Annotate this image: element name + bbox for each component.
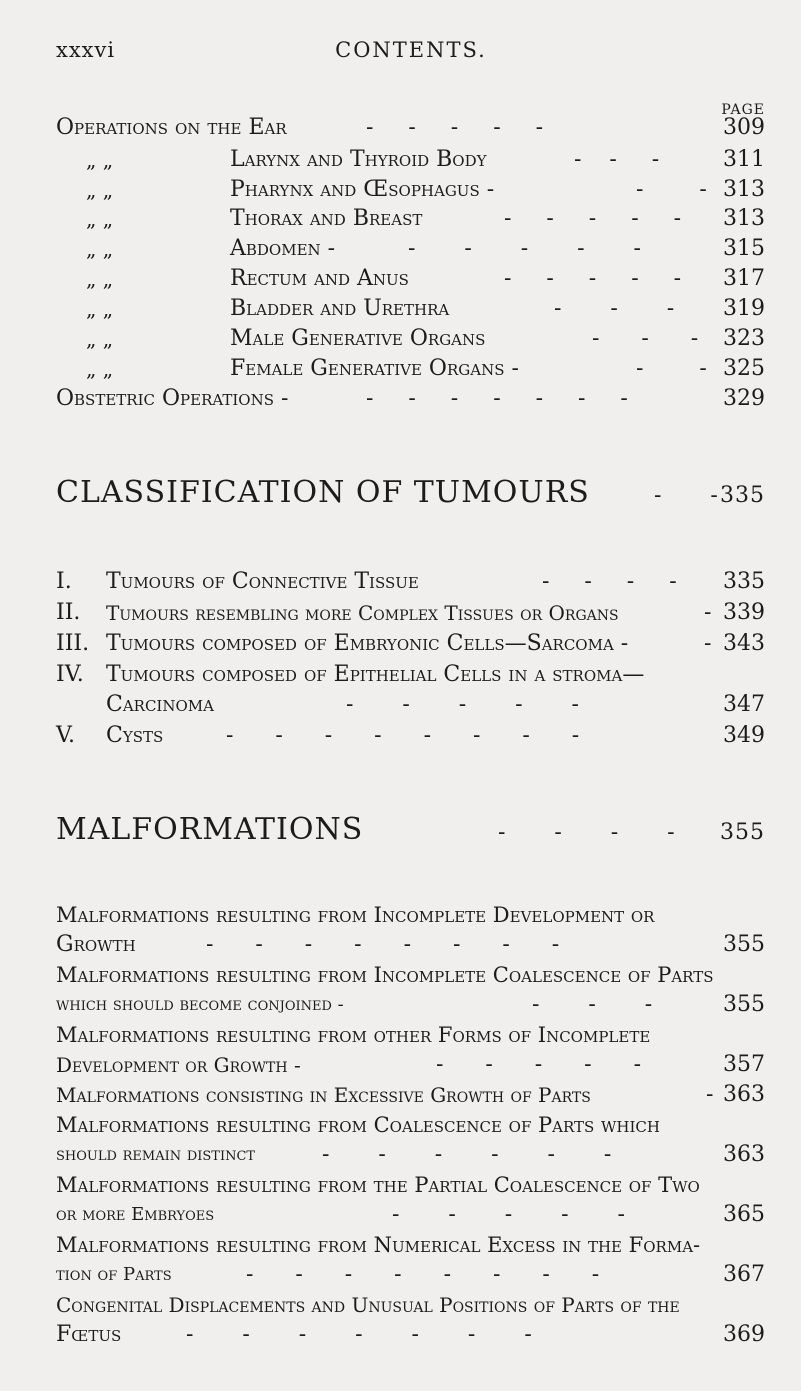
toc-entry-continued[interactable] xyxy=(56,691,765,719)
entry-label: which should become conjoined - xyxy=(56,994,344,1015)
ditto-marks: „ „ xyxy=(86,207,114,231)
page-number: xxxvi xyxy=(56,38,116,62)
section-title: MALFORMATIONS xyxy=(56,812,364,847)
leader-dots: - - - - xyxy=(542,569,677,594)
toc-entry[interactable] xyxy=(56,568,765,596)
entry-page: 313 xyxy=(723,206,765,231)
toc-entry[interactable] xyxy=(56,1111,765,1139)
entry-numeral: IV. xyxy=(56,662,84,687)
leader-dots: - - - - - - - - xyxy=(206,932,560,957)
entry-page: 309 xyxy=(723,115,765,140)
leader-dots: - xyxy=(706,1082,714,1107)
entry-label: Malformations resulting from the Partial Coalescence of Two xyxy=(56,1173,700,1197)
toc-entry-continued[interactable] xyxy=(56,991,765,1019)
entry-label: Rectum and Anus xyxy=(230,266,409,291)
entry-label: Larynx and Thyroid Body xyxy=(230,147,487,172)
entry-page: 363 xyxy=(723,1142,765,1167)
entry-label: Malformations resulting from other Forms of Incomplete xyxy=(56,1023,651,1047)
entry-numeral: V. xyxy=(56,723,76,748)
entry-label: Bladder and Urethra xyxy=(230,296,450,321)
leader-dots: - - - - - xyxy=(504,206,682,231)
leader-dots: - xyxy=(704,631,712,656)
entry-page: 323 xyxy=(723,326,765,351)
entry-page: 319 xyxy=(723,296,765,321)
leader-dots: - - - - - xyxy=(408,236,641,261)
toc-entry[interactable] xyxy=(56,235,765,263)
toc-entry-continued[interactable] xyxy=(56,1321,765,1349)
toc-entry[interactable] xyxy=(56,1021,765,1049)
toc-entry[interactable] xyxy=(56,1081,765,1109)
leader-dots: - - - - - xyxy=(346,692,579,717)
ditto-marks: „ „ xyxy=(86,357,114,381)
entry-label: tion of Parts xyxy=(56,1264,172,1285)
entry-label: Abdomen - xyxy=(230,236,336,261)
entry-page: 343 xyxy=(723,631,765,656)
toc-entry[interactable] xyxy=(56,661,765,689)
entry-page: 355 xyxy=(723,932,765,957)
entry-page: 313 xyxy=(723,177,765,202)
leader-dots: - xyxy=(704,600,712,625)
entry-label: Obstetric Operations - xyxy=(56,386,289,411)
entry-label: Tumours of Connective Tissue xyxy=(106,569,419,594)
toc-entry[interactable] xyxy=(56,265,765,293)
toc-entry[interactable] xyxy=(56,325,765,353)
leader-dots: - - - - - xyxy=(392,1202,625,1227)
entry-label: Malformations consisting in Excessive Growth of Parts xyxy=(56,1083,591,1107)
entry-label: Malformations resulting from Incomplete Development or xyxy=(56,903,655,927)
leader-dots: - - - - - - xyxy=(322,1142,612,1167)
leader-dots: - - xyxy=(636,356,707,381)
entry-label: Development or Growth - xyxy=(56,1053,301,1077)
toc-entry-continued[interactable] xyxy=(56,931,765,959)
toc-entry[interactable] xyxy=(56,295,765,323)
entry-page: 311 xyxy=(723,147,765,172)
entry-label: Thorax and Breast xyxy=(230,206,423,231)
section-page: 355 xyxy=(720,820,765,845)
entry-page: 339 xyxy=(723,600,765,625)
entry-label: Tumours composed of Epithelial Cells in a stroma— xyxy=(106,662,645,687)
leader-dots: - - - xyxy=(574,147,660,172)
entry-page: 335 xyxy=(723,569,765,594)
leader-dots: - - - xyxy=(592,326,699,351)
toc-entry[interactable] xyxy=(56,205,765,233)
entry-page: 349 xyxy=(723,723,765,748)
page-column-label: PAGE xyxy=(721,102,765,118)
ditto-marks: „ „ xyxy=(86,327,114,351)
entry-label: Female Generative Organs - xyxy=(230,356,519,381)
section-heading-malformations[interactable] xyxy=(56,812,765,852)
entry-label: Fœtus xyxy=(56,1322,122,1347)
leader-dots: - - xyxy=(636,177,707,202)
entry-numeral: II. xyxy=(56,600,81,625)
toc-entry[interactable] xyxy=(56,1231,765,1259)
section-heading-classification[interactable] xyxy=(56,475,765,515)
entry-page: 355 xyxy=(723,992,765,1017)
page-title: CONTENTS. xyxy=(335,38,487,62)
leader-dots: - - - - - xyxy=(366,115,544,140)
entry-label: Cysts xyxy=(106,723,164,748)
entry-label: Tumours resembling more Complex Tissues or Organs xyxy=(106,601,619,625)
leader-dots: - - - - - xyxy=(504,266,682,291)
entry-page: 329 xyxy=(723,386,765,411)
entry-label: Congenital Displacements and Unusual Positions of Parts of the xyxy=(56,1293,680,1317)
toc-entry[interactable] xyxy=(56,599,765,627)
entry-label: Operations on the Ear xyxy=(56,115,287,140)
leader-dots: - - - - - - - - xyxy=(246,1262,600,1287)
leader-dots: - - - - xyxy=(498,820,676,845)
entry-page: 363 xyxy=(723,1082,765,1107)
toc-entry-continued[interactable] xyxy=(56,1051,765,1079)
ditto-marks: „ „ xyxy=(86,178,114,202)
section-page: 335 xyxy=(720,483,765,508)
entry-numeral: I. xyxy=(56,569,72,594)
entry-label: Tumours composed of Embryonic Cells—Sarcoma - xyxy=(106,631,629,656)
entry-page: 367 xyxy=(723,1262,765,1287)
entry-label: Pharynx and Œsophagus - xyxy=(230,177,495,202)
toc-entry[interactable] xyxy=(56,1291,765,1319)
entry-label: Malformations resulting from Incomplete Coalescence of Parts xyxy=(56,963,714,987)
leader-dots: - - - xyxy=(554,296,675,321)
entry-page: 317 xyxy=(723,266,765,291)
entry-page: 315 xyxy=(723,236,765,261)
ditto-marks: „ „ xyxy=(86,297,114,321)
leader-dots: - - - - - - - xyxy=(366,386,628,411)
entry-page: 325 xyxy=(723,356,765,381)
entry-label: Malformations resulting from Numerical Excess in the Forma- xyxy=(56,1233,701,1257)
entry-page: 365 xyxy=(723,1202,765,1227)
toc-entry-continued[interactable] xyxy=(56,1261,765,1289)
leader-dots: - - xyxy=(654,483,719,508)
section-title: CLASSIFICATION OF TUMOURS xyxy=(56,475,590,510)
running-head xyxy=(56,38,766,78)
toc-entry[interactable] xyxy=(56,722,765,750)
toc-entry[interactable] xyxy=(56,355,765,383)
entry-label: Malformations resulting from Coalescence of Parts which xyxy=(56,1113,660,1137)
entry-label: Carcinoma xyxy=(106,692,214,717)
leader-dots: - - - xyxy=(532,992,653,1017)
toc-entry[interactable] xyxy=(56,901,765,929)
toc-entry[interactable] xyxy=(56,630,765,658)
entry-label: Growth xyxy=(56,932,136,957)
toc-entry[interactable] xyxy=(56,961,765,989)
entry-label: or more Embryoes xyxy=(56,1204,215,1225)
entry-page: 369 xyxy=(723,1322,765,1347)
entry-numeral: III. xyxy=(56,631,90,656)
toc-entry[interactable] xyxy=(56,114,765,142)
entry-page: 347 xyxy=(723,692,765,717)
toc-entry[interactable] xyxy=(56,385,765,413)
ditto-marks: „ „ xyxy=(86,267,114,291)
toc-entry[interactable] xyxy=(56,1171,765,1199)
toc-entry[interactable] xyxy=(56,176,765,204)
toc-entry-continued[interactable] xyxy=(56,1201,765,1229)
entry-page: 357 xyxy=(723,1052,765,1077)
toc-entry-continued[interactable] xyxy=(56,1141,765,1169)
ditto-marks: „ „ xyxy=(86,237,114,261)
ditto-marks: „ „ xyxy=(86,148,114,172)
toc-entry[interactable] xyxy=(56,146,765,174)
leader-dots: - - - - - xyxy=(436,1052,642,1077)
entry-label: should remain distinct xyxy=(56,1144,256,1165)
entry-label: Male Generative Organs xyxy=(230,326,486,351)
leader-dots: - - - - - - - - xyxy=(226,723,580,748)
leader-dots: - - - - - - - xyxy=(186,1322,532,1347)
